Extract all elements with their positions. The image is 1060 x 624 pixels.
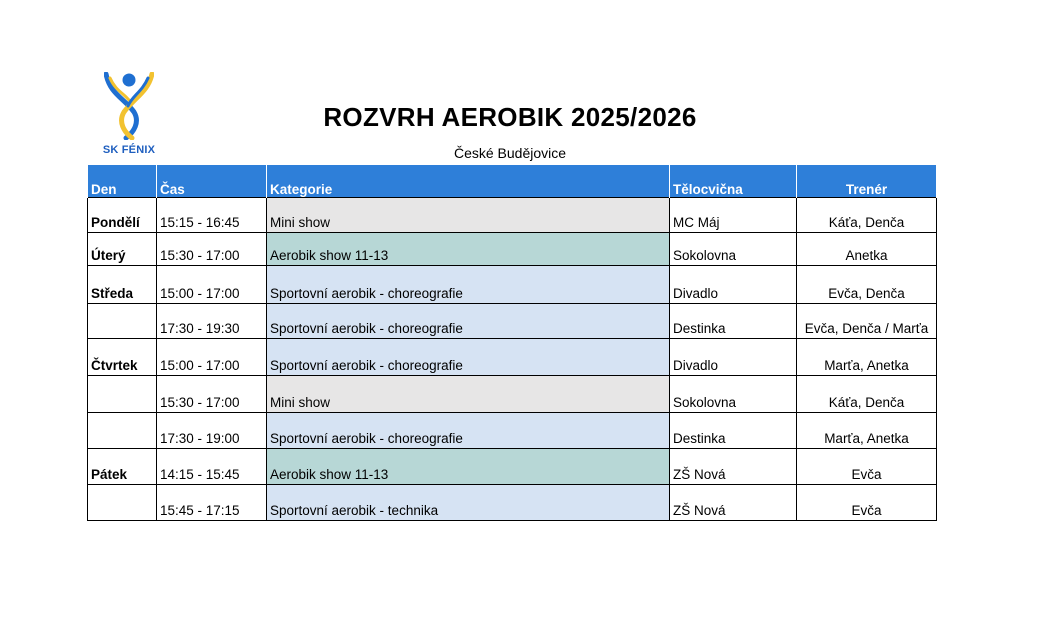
day-cell: Úterý [88,233,157,266]
gym-cell: Sokolovna [670,376,797,413]
category-cell: Sportovní aerobik - choreografie [267,413,670,449]
gym-cell: Divadlo [670,339,797,376]
time-cell: 15:15 - 16:45 [157,198,267,233]
trainer-cell: Evča [797,485,937,521]
trainer-cell: Marťa, Anetka [797,413,937,449]
trainer-cell: Marťa, Anetka [797,339,937,376]
column-header-trainer: Trenér [797,165,937,198]
day-cell [88,376,157,413]
time-cell: 15:45 - 17:15 [157,485,267,521]
table-row [88,266,937,304]
column-header-time: Čas [157,165,267,198]
category-cell: Sportovní aerobik - choreografie [267,304,670,339]
time-cell: 15:00 - 17:00 [157,266,267,304]
column-header-gym: Tělocvična [670,165,797,198]
day-cell: Pondělí [88,198,157,233]
table-header-row [88,165,937,198]
category-cell: Aerobik show 11-13 [267,233,670,266]
category-cell: Mini show [267,376,670,413]
time-cell: 14:15 - 15:45 [157,449,267,485]
time-cell: 15:30 - 17:00 [157,233,267,266]
trainer-cell: Evča [797,449,937,485]
day-cell [88,413,157,449]
gym-cell: Sokolovna [670,233,797,266]
time-cell: 17:30 - 19:30 [157,304,267,339]
category-cell: Sportovní aerobik - choreografie [267,266,670,304]
time-cell: 15:30 - 17:00 [157,376,267,413]
gym-cell: Destinka [670,304,797,339]
table-row [88,304,937,339]
column-header-category: Kategorie [267,165,670,198]
day-cell: Pátek [88,449,157,485]
gym-cell: MC Máj [670,198,797,233]
column-header-day: Den [88,165,157,198]
trainer-cell: Evča, Denča / Marťa [797,304,937,339]
category-cell: Sportovní aerobik - technika [267,485,670,521]
category-cell: Mini show [267,198,670,233]
table-row [88,449,937,485]
table-row [88,413,937,449]
trainer-cell: Káťa, Denča [797,198,937,233]
logo-text: SK FÉNIX [102,144,156,156]
table-row [88,485,937,521]
table-row [88,376,937,413]
fenix-logo-icon [104,72,154,140]
page-title: ROZVRH AEROBIK 2025/2026 [323,102,697,132]
trainer-cell: Evča, Denča [797,266,937,304]
schedule-table [87,165,937,521]
time-cell: 15:00 - 17:00 [157,339,267,376]
gym-cell: Divadlo [670,266,797,304]
day-cell [88,485,157,521]
table-row [88,233,937,266]
gym-cell: Destinka [670,413,797,449]
table-row [88,198,937,233]
page-subtitle: České Budějovice [453,145,567,161]
category-cell: Aerobik show 11-13 [267,449,670,485]
time-cell: 17:30 - 19:00 [157,413,267,449]
category-cell: Sportovní aerobik - choreografie [267,339,670,376]
gym-cell: ZŠ Nová [670,449,797,485]
gym-cell: ZŠ Nová [670,485,797,521]
trainer-cell: Anetka [797,233,937,266]
day-cell: Čtvrtek [88,339,157,376]
day-cell: Středa [88,266,157,304]
day-cell [88,304,157,339]
club-logo [96,72,162,162]
trainer-cell: Káťa, Denča [797,376,937,413]
table-row [88,339,937,376]
